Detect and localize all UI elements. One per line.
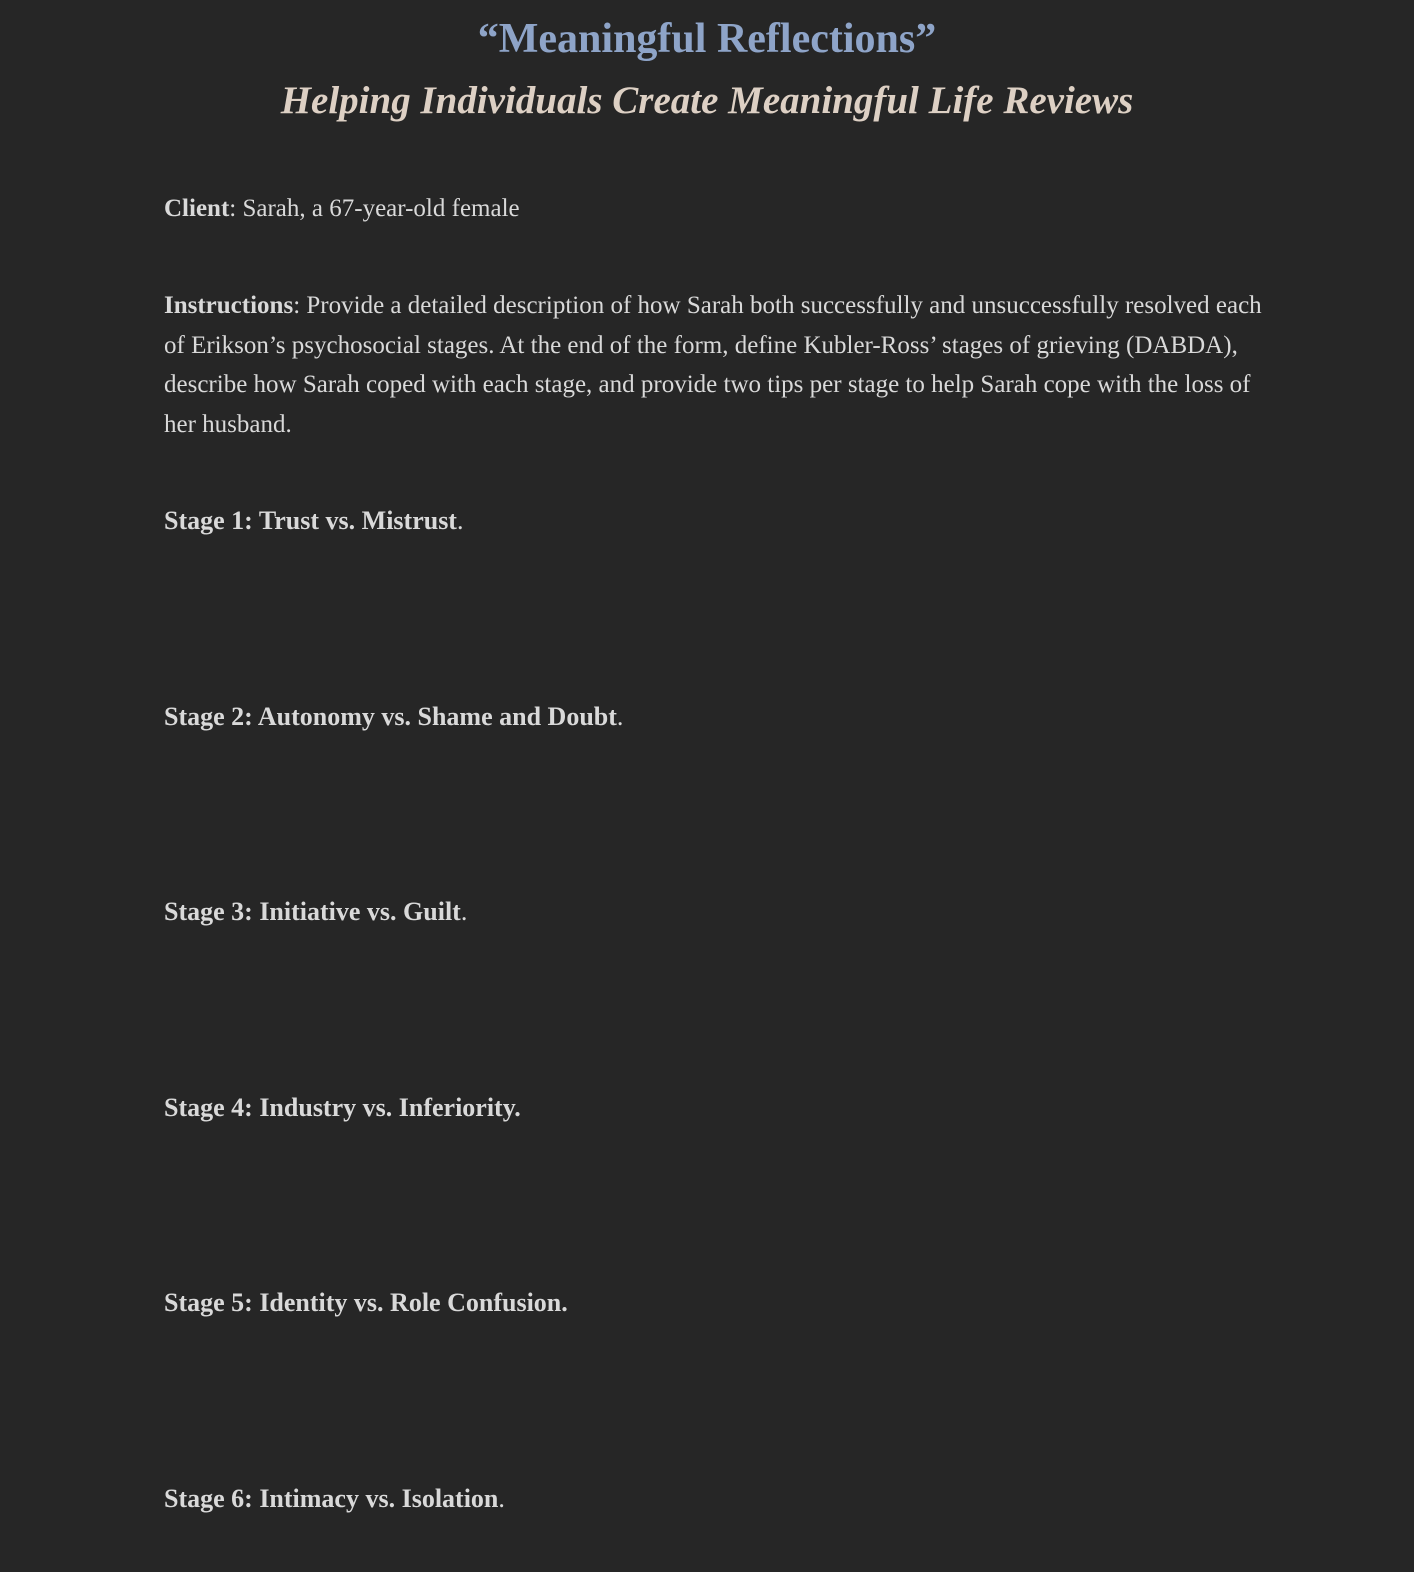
stage-2-heading — [164, 697, 623, 737]
document-subtitle: Helping Individuals Create Meaningful Life Reviews — [280, 79, 1134, 122]
client-label: Client — [164, 195, 230, 222]
client-separator: : — [229, 195, 243, 222]
instructions-separator: : — [293, 292, 307, 319]
client-line — [164, 189, 1284, 229]
stage-heading-text: Stage 1: Trust vs. Mistrust — [164, 506, 457, 535]
instructions-text: Provide a detailed description of how Sarah both successfully and unsuccessfully resolved each of Erikson’s psychosocial stages. At the end of the form, define Kubler-Ross’ stages of grieving (DABDA), describe how Sarah coped with each stage, and provide two tips per stage to help Sarah cope with the loss of her husband. — [164, 292, 1262, 438]
document-title: “Meaningful Reflections” — [477, 16, 937, 62]
stage-heading-period: . — [616, 702, 624, 731]
stage-5-heading — [164, 1283, 568, 1323]
client-value: Sarah, a 67-year-old female — [242, 195, 520, 222]
stage-1-heading — [164, 501, 463, 541]
stage-heading-period: . — [456, 506, 464, 535]
stage-heading-text: Stage 2: Autonomy vs. Shame and Doubt — [164, 702, 617, 731]
stage-heading-period: . — [498, 1484, 505, 1513]
stage-heading-text: Stage 4: Industry vs. Inferiority. — [164, 1093, 521, 1122]
stage-heading-text: Stage 5: Identity vs. Role Confusion. — [164, 1288, 568, 1317]
stage-3-heading — [164, 892, 467, 932]
stage-heading-text: Stage 3: Initiative vs. Guilt — [164, 897, 461, 926]
instructions-label: Instructions — [164, 292, 294, 319]
stage-heading-text: Stage 6: Intimacy vs. Isolation — [164, 1484, 499, 1513]
stage-heading-period: . — [460, 897, 468, 926]
stage-4-heading — [164, 1088, 521, 1128]
stage-6-heading — [164, 1479, 505, 1519]
instructions-paragraph — [164, 286, 1284, 444]
